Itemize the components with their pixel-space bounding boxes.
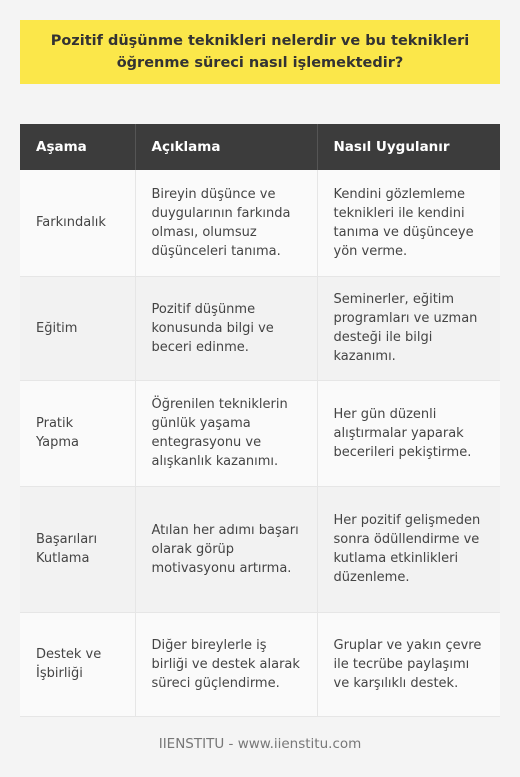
cell-how: Her gün düzenli alıştırmalar yaparak becerileri pekiştirme. (317, 380, 500, 486)
header-stage: Aşama (20, 124, 135, 170)
table-row (20, 276, 500, 380)
table-row (20, 170, 500, 276)
table-header-row (20, 124, 500, 170)
cell-description: Atılan her adımı başarı olarak görüp motivasyonu artırma. (135, 486, 317, 612)
cell-description: Bireyin düşünce ve duygularının farkında olması, olumsuz düşünceleri tanıma. (135, 170, 317, 276)
footer-credit: IIENSTITU - www.iienstitu.com (158, 736, 362, 752)
cell-stage: Pratik Yapma (20, 380, 135, 486)
page-title: Pozitif düşünme teknikleri nelerdir ve bu teknikleri öğrenme süreci nasıl işlemektedir? (50, 33, 470, 71)
cell-how: Her pozitif gelişmeden sonra ödüllendirme ve kutlama etkinlikleri düzenleme. (317, 486, 500, 612)
cell-description: Pozitif düşünme konusunda bilgi ve beceri edinme. (135, 276, 317, 380)
table-row (20, 380, 500, 486)
cell-how: Gruplar ve yakın çevre ile tecrübe paylaşımı ve karşılıklı destek. (317, 612, 500, 716)
cell-stage: Farkındalık (20, 170, 135, 276)
header-description: Açıklama (135, 124, 317, 170)
cell-stage: Eğitim (20, 276, 135, 380)
title-banner (20, 20, 500, 84)
header-how: Nasıl Uygulanır (317, 124, 500, 170)
cell-stage: Başarıları Kutlama (20, 486, 135, 612)
cell-description: Öğrenilen tekniklerin günlük yaşama entegrasyonu ve alışkanlık kazanımı. (135, 380, 317, 486)
cell-how: Seminerler, eğitim programları ve uzman desteği ile bilgi kazanımı. (317, 276, 500, 380)
cell-stage: Destek ve İşbirliği (20, 612, 135, 716)
cell-how: Kendini gözlemleme teknikleri ile kendini tanıma ve düşünceye yön verme. (317, 170, 500, 276)
table-row (20, 612, 500, 716)
stages-table (20, 124, 500, 717)
table-row (20, 486, 500, 612)
cell-description: Diğer bireylerle iş birliği ve destek alarak süreci güçlendirme. (135, 612, 317, 716)
